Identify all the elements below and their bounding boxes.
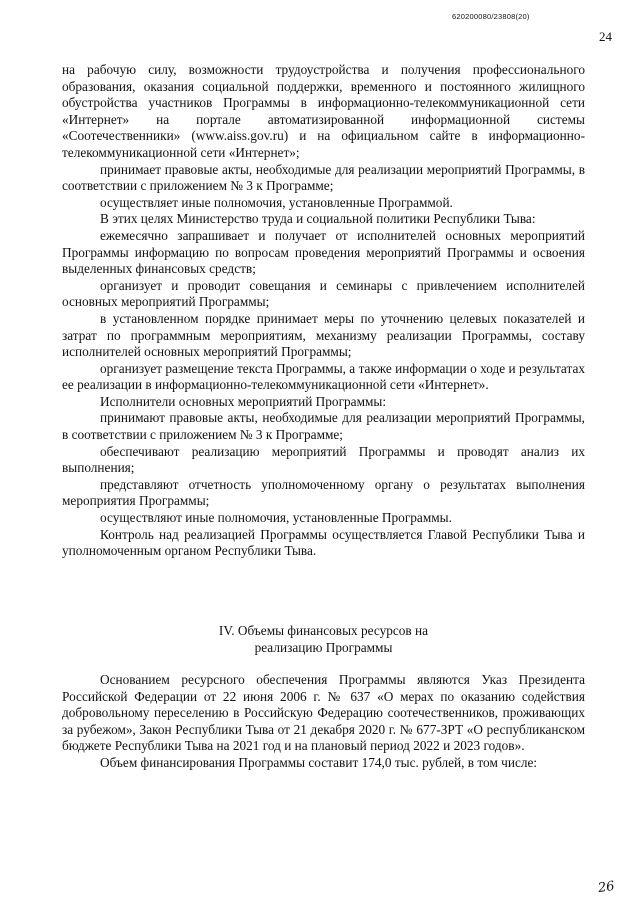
- body-text: [62, 62, 585, 560]
- page-number: 24: [599, 29, 612, 44]
- section-heading-line: реализацию Программы: [254, 640, 393, 655]
- paragraph: представляют отчетность уполномоченному органу о результатах выполнения мероприятия Программы;: [62, 476, 585, 509]
- section-heading: [62, 622, 585, 656]
- paragraph: организует размещение текста Программы, а также информации о ходе и результатах ее реализации в информационно-телекоммуникационной сети «Интернет».: [62, 360, 585, 393]
- document-code: 620200080/23808(20): [452, 12, 530, 21]
- section-heading-line: IV. Объемы финансовых ресурсов на: [218, 623, 429, 638]
- paragraph: Основанием ресурсного обеспечения Программы являются Указ Президента Российской Федерации от 22 июня 2006 г. № 637 «О мерах по оказанию содействия добровольному переселению в Российскую Федерацию соотечественников, проживающих за рубежом», Закон Республики Тыва от 21 декабря 2020 г. № 677-ЗРТ «О республиканском бюджете Республики Тыва на 2021 год и на плановый период 2022 и 2023 годов».: [62, 672, 585, 754]
- section-text: [62, 672, 585, 772]
- paragraph: принимают правовые акты, необходимые для реализации мероприятий Программы, в соответствии с приложением № 3 к Программе;: [62, 410, 585, 443]
- paragraph: Объем финансирования Программы составит 174,0 тыс. рублей, в том числе:: [100, 754, 538, 770]
- paragraph: осуществляет иные полномочия, установленные Программой.: [100, 194, 453, 210]
- paragraph: обеспечивают реализацию мероприятий Программы и проводят анализ их выполнения;: [62, 443, 585, 476]
- paragraph: В этих целях Министерство труда и социальной политики Республики Тыва:: [100, 211, 536, 227]
- paragraph: Исполнители основных мероприятий Программы:: [100, 393, 387, 409]
- paragraph: на рабочую силу, возможности трудоустройства и получения профессионального образования, оказания социальной поддержки, временного и постоянного жилищного обустройства участников Программы в информационно-телекоммуникационной сети «Интернет» на портале автоматизированной информационной системы «Соотечественники» (www.aiss.gov.ru) и на официальном сайте в информационно-телекоммуникационной сети «Интернет»;: [62, 62, 585, 160]
- paragraph: Контроль над реализацией Программы осуществляется Главой Республики Тыва и уполномоченным органом Республики Тыва.: [62, 526, 585, 559]
- paragraph: организует и проводит совещания и семинары с привлечением исполнителей основных мероприятий Программы;: [62, 277, 585, 310]
- paragraph: ежемесячно запрашивает и получает от исполнителей основных мероприятий Программы информацию по вопросам проведения мероприятий Программы и освоения выделенных финансовых средств;: [62, 227, 585, 277]
- paragraph: принимает правовые акты, необходимые для реализации мероприятий Программы, в соответствии с приложением № 3 к Программе;: [62, 161, 585, 194]
- paragraph: в установленном порядке принимает меры по уточнению целевых показателей и затрат по программным мероприятиям, механизму реализации Программы, составу исполнителей основных мероприятий Программы;: [62, 310, 585, 360]
- paragraph: осуществляют иные полномочия, установленные Программы.: [100, 510, 452, 526]
- handwritten-page-mark: 26: [597, 878, 616, 897]
